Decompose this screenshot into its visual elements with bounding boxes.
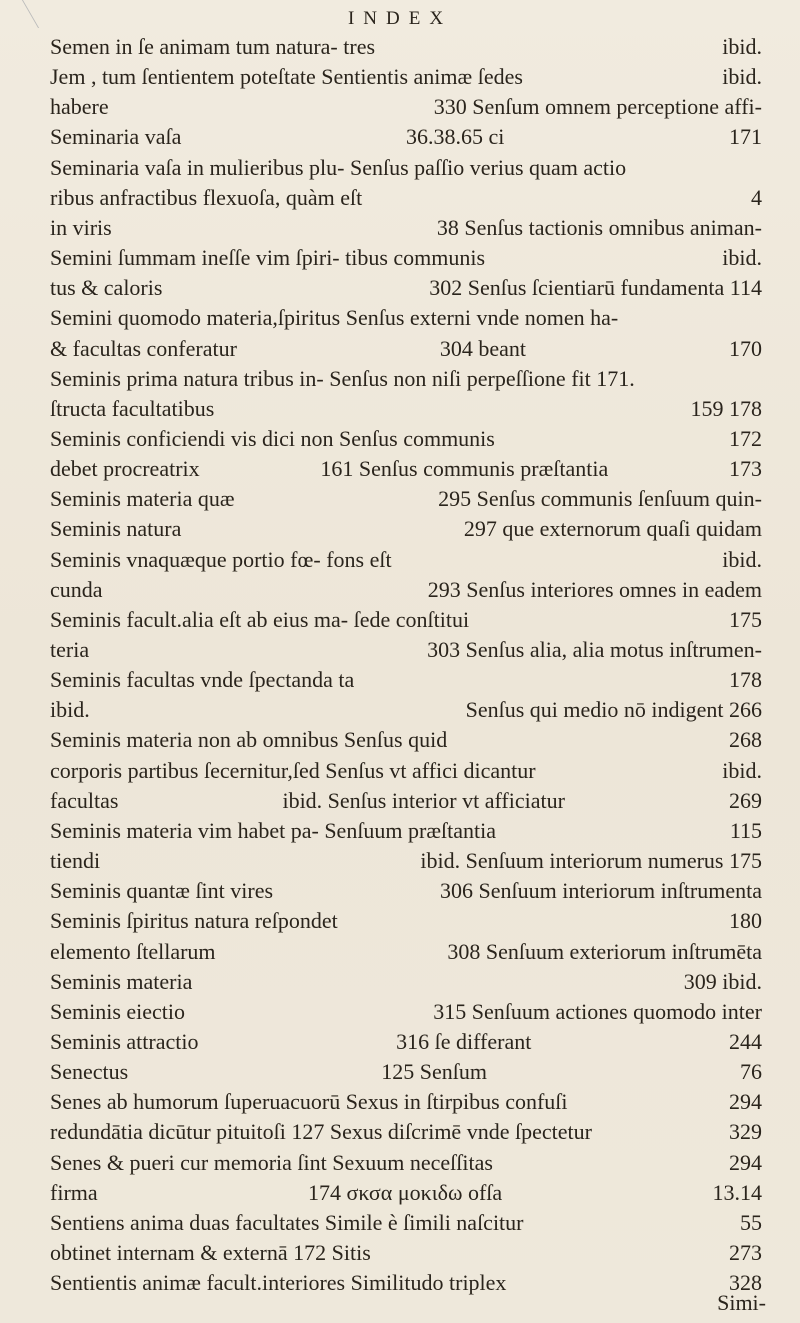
index-entry-part: ibid.: [722, 64, 762, 90]
index-entry-part: obtinet internam & externā 172 Sitis: [50, 1240, 371, 1265]
index-line: [50, 1180, 762, 1206]
index-line: [50, 969, 762, 995]
index-entry-part: 303 Senſus alia, alia motus inſtrumen-: [427, 637, 762, 662]
index-line: [50, 1029, 762, 1055]
index-entry-part: ſtructa facultatibus: [50, 395, 215, 421]
index-entry-part: ibid.: [722, 546, 762, 572]
index-line: [50, 1119, 762, 1145]
index-line: [50, 1089, 762, 1115]
index-entry-part: 293 Senſus interiores omnes in eadem: [427, 576, 762, 602]
index-entry-part: ibid.: [722, 757, 762, 783]
index-line: [50, 1150, 762, 1176]
index-line: [50, 999, 762, 1025]
index-entry-part: 13.14: [712, 1179, 762, 1205]
index-entry-part: 302 Senſus ſcientiarū fundamenta 114: [429, 275, 762, 301]
index-entry-part: 306 Senſuum interiorum inſtrumenta: [439, 878, 762, 904]
index-entry-part: 161 Senſus communis præſtantia: [320, 456, 609, 482]
index-line: [50, 34, 762, 60]
index-entry-part: 268: [729, 727, 762, 753]
index-entry-part: Sentiens anima duas facultates Simile è ſimili naſcitur: [50, 1209, 524, 1235]
index-entry-part: Seminaria vaſa in mulieribus plu- Senſus paſſio verius quam actio: [50, 154, 627, 180]
index-entry-part: Seminis quantæ ſint vires: [50, 878, 274, 904]
index-entry-part: Seminis materia: [50, 968, 193, 994]
index-entry-part: 316 ſe differant: [396, 1028, 532, 1054]
index-entry-part: habere: [50, 94, 109, 120]
index-entry-part: 294: [729, 1089, 762, 1115]
index-entry-part: Seminis ſpiritus natura reſpondet: [50, 908, 338, 934]
index-entry-part: Senſus qui medio nō indigent 266: [465, 697, 762, 723]
index-entry-part: elemento ſtellarum: [50, 938, 216, 964]
index-line: [50, 1240, 762, 1266]
index-line: [50, 848, 762, 874]
index-line: [50, 94, 762, 120]
index-entry-part: 76: [740, 1059, 762, 1085]
index-line: [50, 366, 762, 392]
index-entry-part: Seminis eiectio: [50, 998, 186, 1024]
index-entry-part: Jem , tum ſentientem poteſtate Sentientis animæ ſedes: [50, 64, 523, 90]
index-entry-part: 38 Senſus tactionis omnibus animan-: [436, 214, 762, 240]
index-line: [50, 456, 762, 482]
catchword: Simi-: [717, 1290, 766, 1315]
index-line: [50, 697, 762, 723]
index-entry-part: Senes & pueri cur memoria ſint Sexuum neceſſitas: [50, 1149, 493, 1175]
index-line: [50, 1059, 762, 1085]
index-entry-part: 4: [751, 184, 762, 210]
index-line: [50, 336, 762, 362]
index-entry-part: ibid. Senſuum interiorum numerus 175: [420, 848, 762, 874]
index-entry-part: 125 Senſum: [381, 1059, 487, 1085]
index-entry-part: Seminis materia quæ: [50, 486, 235, 512]
index-entry-part: 36.38.65 ci: [405, 124, 505, 150]
index-line: [50, 215, 762, 241]
index-entry-part: 171: [728, 124, 762, 150]
index-entry-part: 269: [728, 787, 762, 813]
index-line: [50, 155, 762, 181]
index-entry-part: 174 σκσα μοκιδω ofſa: [307, 1179, 503, 1205]
index-line: [50, 124, 762, 150]
index-line: [50, 1270, 762, 1296]
index-entry-part: 294: [729, 1149, 762, 1175]
index-entry-part: tus & caloris: [50, 275, 163, 301]
index-line: [50, 486, 762, 512]
index-entry-part: 297 que externorum quaſi quidam: [463, 516, 762, 542]
index-entry-part: 328: [729, 1270, 762, 1296]
index-line: [50, 818, 762, 844]
index-line: [50, 908, 762, 934]
index-entry-part: tiendi: [50, 848, 101, 874]
index-entry-part: Semini quomodo materia,ſpiritus Senſus externi vnde nomen ha-: [50, 305, 619, 331]
index-line: [50, 426, 762, 452]
index-entry-part: Seminis facultas vnde ſpectanda ta: [50, 667, 355, 693]
index-entry-part: Semen in ſe animam tum natura- tres: [50, 34, 376, 59]
index-entry-part: ibid.: [722, 245, 762, 271]
page-header: INDEX: [347, 8, 453, 29]
index-entry-part: Seminis materia vim habet pa- Senſuum præſtantia: [50, 817, 497, 843]
index-entry-part: 273: [729, 1240, 762, 1265]
index-entry-part: 180: [729, 908, 762, 934]
index-entry-part: redundātia dicūtur pituitoſi 127 Sexus diſcrimē vnde ſpectetur: [50, 1119, 592, 1145]
index-line: [50, 667, 762, 693]
index-entry-part: Seminis vnaquæque portio fœ- fons eſt: [50, 546, 392, 572]
index-line: [50, 758, 762, 784]
index-line: [50, 637, 762, 663]
index-entry-part: 309 ibid.: [683, 968, 762, 994]
index-entry-part: debet procreatrix: [50, 456, 200, 482]
index-line: [50, 516, 762, 542]
index-entry-part: Senectus: [50, 1059, 129, 1085]
index-line: [50, 547, 762, 573]
index-entry-part: corporis partibus ſecernitur,ſed Senſus vt affici dicantur: [50, 757, 536, 783]
index-entry-part: 330 Senſum omnem perceptione affi-: [433, 94, 762, 120]
index-entry-part: & facultas conferatur: [50, 335, 237, 361]
index-entry-part: Semini ſummam ineſſe vim ſpiri- tibus communis: [50, 245, 486, 271]
index-entry-part: 172: [729, 425, 762, 451]
index-line: [50, 305, 762, 331]
index-entry-part: ribus anfractibus flexuoſa, quàm eſt: [50, 184, 363, 210]
index-entry-part: 329: [729, 1119, 762, 1145]
index-line: [50, 185, 762, 211]
index-entry-part: cunda: [50, 576, 103, 602]
index-entry-part: Seminis facult.alia eſt ab eius ma- ſede conſtitui: [50, 606, 470, 632]
index-line: [50, 607, 762, 633]
index-line: [50, 245, 762, 271]
index-entry-part: Seminis attractio: [50, 1028, 199, 1054]
index-entry-part: Seminis prima natura tribus in- Senſus non niſi perpeſſione fit 171.: [50, 365, 635, 391]
index-line: [50, 1210, 762, 1236]
index-line: [50, 878, 762, 904]
index-line: [50, 577, 762, 603]
index-entry-part: 315 Senſuum actiones quomodo inter: [433, 998, 762, 1024]
index-entry-part: 115: [729, 817, 762, 843]
index-entry-part: 178: [729, 667, 762, 693]
index-entry-part: 304 beant: [439, 335, 527, 361]
index-entry-part: 175: [729, 606, 762, 632]
index-line: [50, 788, 762, 814]
index-entry-part: ibid. Senſus interior vt afficiatur: [282, 787, 565, 813]
index-entry-part: ibid.: [50, 697, 90, 723]
index-entry-part: 159 178: [690, 395, 762, 421]
index-line: [50, 727, 762, 753]
index-entry-part: Sentientis animæ facult.interiores Similitudo triplex: [50, 1270, 507, 1296]
index-entry-part: Seminaria vaſa: [50, 124, 182, 150]
index-line: [50, 396, 762, 422]
index-entry-part: 170: [729, 335, 762, 361]
index-entry-part: ibid.: [722, 34, 762, 59]
index-entry-part: Seminis materia non ab omnibus Senſus quid: [50, 727, 448, 753]
index-entry-part: teria: [50, 637, 90, 662]
index-entry-part: facultas: [50, 787, 119, 813]
index-entry-part: in viris: [50, 214, 112, 240]
index-entry-part: Senes ab humorum ſuperuacuorū Sexus in ſtirpibus confuſi: [50, 1089, 568, 1115]
index-entry-part: 295 Senſus communis ſenſuum quin-: [438, 486, 762, 512]
index-line: [50, 64, 762, 90]
index-entry-part: 173: [729, 456, 762, 482]
index-entry-part: Seminis natura: [50, 516, 182, 542]
index-entry-part: 308 Senſuum exteriorum inſtrumēta: [447, 938, 762, 964]
index-line: [50, 275, 762, 301]
index-entry-part: firma: [50, 1179, 98, 1205]
index-entry-part: 244: [729, 1028, 762, 1054]
index-entry-part: 55: [740, 1209, 762, 1235]
index-line: [50, 939, 762, 965]
index-entry-part: Seminis conficiendi vis dici non Senſus communis: [50, 425, 495, 451]
